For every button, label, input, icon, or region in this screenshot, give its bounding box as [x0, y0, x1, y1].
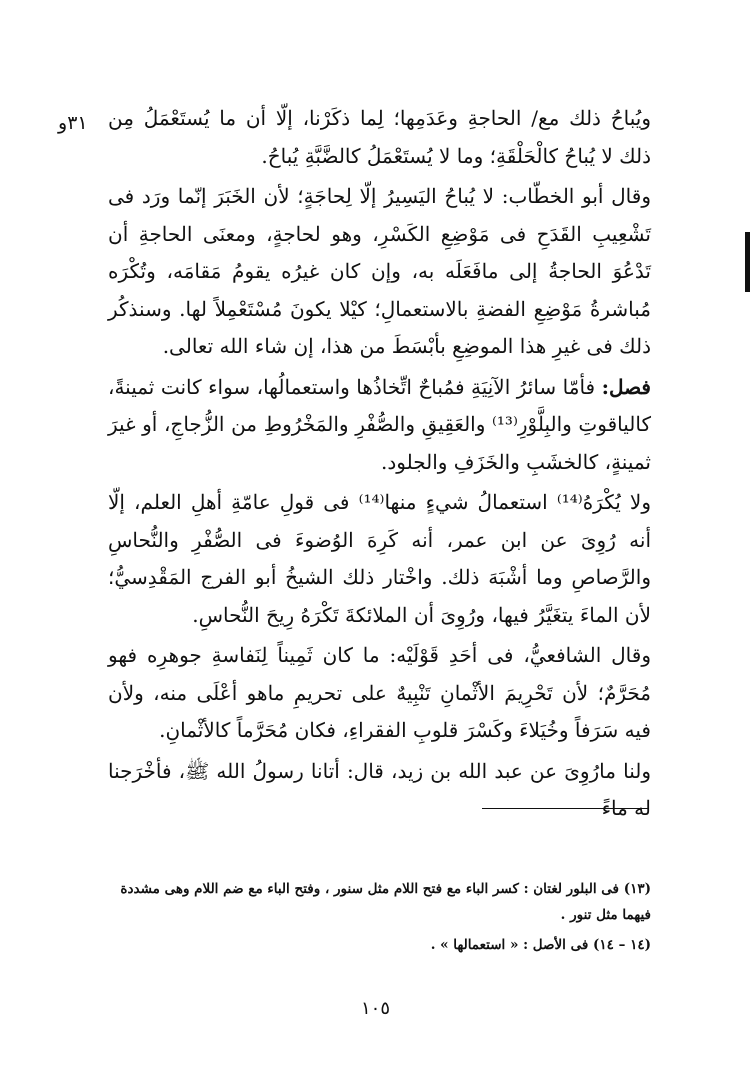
- footnote-14: (١٤ – ١٤) فى الأصل : « استعمالها » .: [430, 937, 651, 953]
- footnote-separator: [482, 808, 648, 809]
- paragraph-2: وقال أبو الخطّاب: لا يُباحُ اليَسِيرُ إلّا لِحاجَةٍ؛ لأن الخَبَرَ إنّما ورَد فى تَشْعِيبِ القَدَحِ فى مَوْضِعِ الكَسْرِ، وهو لحاجةٍ، ومعنَى الحاجةِ أن تَدْعُوَ الحاجةُ إلى مافَعَلَه به، وإن كان غيرُه يقومُ مَقامَه، وتُكْرَه مُباشرةُ مَوْضِعِ الفضةِ بالاستعمالِ؛ كيْلا يكونَ مُسْتَعْمِلاً لها. وسنذكُر ذلك فى غيرِ هذا الموضِعِ بأبْسَطَ من هذا، إن شاء الله تعالى.: [108, 184, 651, 358]
- paragraph-3: [108, 369, 651, 482]
- paragraph-1: ويُباحُ ذلك مع/ الحاجةِ وعَدَمِها؛ لِما ذكَرْنا، إلّا أن ما يُستَعْمَلُ مِن ذلك لا يُباحُ كالْحَلْقَةِ؛ وما لا يُستَعْمَلُ كالضَّبَّةِ يُباحُ.: [108, 106, 651, 168]
- footnote-13: (١٣) فى البلور لغتان : كسر الباء مع فتح اللام مثل سنور ، وفتح الباء مع ضم اللام وهى مشددة فيهما مثل تنور .: [120, 881, 651, 923]
- manuscript-folio-note: ٣١و: [58, 112, 88, 134]
- page-number: ١٠٥: [360, 998, 390, 1019]
- paragraph-5: وقال الشافعيُّ، فى أحَدِ قَوْلَيْه: ما كان ثَمِيناً لِنَفاسةِ جوهرِه فهو مُحَرَّمٌ؛ لأن تَحْرِيمَ الأثْمانِ تَنْبِيهٌ على تحريمِ ماهو أعْلَى منه، ولأن فيه سَرَفاً وخُيَلاءَ وكَسْرَ قلوبِ الفقراءِ، فكان مُحَرَّماً كالأثْمانِ.: [108, 643, 651, 742]
- footnotes: [108, 876, 651, 958]
- paragraph-3-text: فأمّا سائرُ الآنِيَةِ فمُباحٌ اتِّخاذُها واستعمالُها، سواء كانت ثمينةً، كالياقوتِ والبِلَّوْرِ⁽¹³⁾ والعَقِيقِ والصُّفْرِ والمَخْرُوطِ من الزُّجاجِ، أو غيرَ ثمينةٍ، كالخشَبِ والخَزَفِ والجلود.: [108, 374, 651, 474]
- section-label: فصل:: [601, 374, 651, 399]
- paragraph-6: ولنا مارُوِىَ عن عبد الله بن زيد، قال: أتانا رسولُ الله ﷺ، فأخْرَجنا له ماءً: [108, 758, 651, 820]
- paragraph-4: ولا يُكْرَهُ⁽¹⁴⁾ استعمالُ شيءٍ منها⁽¹⁴⁾ فى قولِ عامّةِ أهلِ العلم، إلّا أنه رُوِىَ عن ابن عمر، أنه كَرِهَ الوُضوءَ فى الصُّفْرِ والنُّحاسِ والرَّصاصِ وما أشْبَهَ ذلك. واخْتار ذلك الشيخُ أبو الفرج المَقْدِسيُّ؛ لأن الماءَ يتغَيَّرُ فيها، ورُوِىَ أن الملائكةَ تَكْرَهُ رِيحَ النُّحاسِ.: [108, 490, 651, 627]
- margin-bar: [745, 232, 750, 292]
- main-text: [108, 100, 651, 828]
